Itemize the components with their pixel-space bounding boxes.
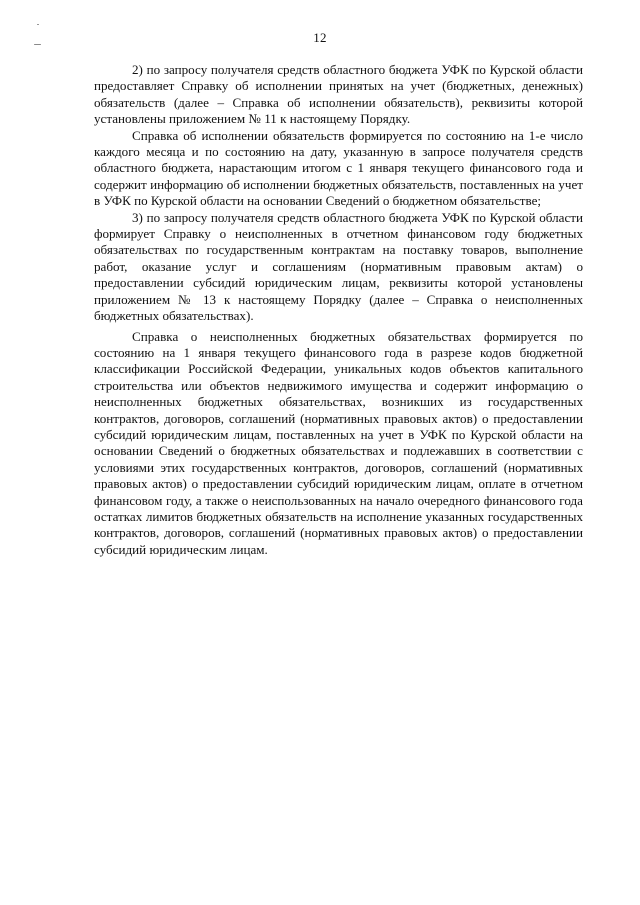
page-number: 12: [313, 30, 327, 45]
paragraph-report-execution: Справка об исполнении обязательств формируется по состоянию на 1-е число каждого месяца и по состоянию на дату, указанную в запросе получателя средств областного бюджета, нарастающим итогом с 1 января текущего финансового года и содержит информацию об исполнении бюджетных обязательств, поставленных на учет в УФК по Курской области на основании Сведений о бюджетном обязательстве;: [94, 127, 583, 209]
scan-artifact-mark: [37, 24, 39, 25]
document-body: [94, 62, 583, 558]
paragraph-item-2: 2) по запросу получателя средств областного бюджета УФК по Курской области предоставляет Справку об исполнении принятых на учет (бюджетных, денежных) обязательств (далее – Справка об исполнении обязательств), реквизиты которой установлены приложением № 11 к настоящему Порядку.: [94, 62, 583, 127]
paragraph-item-3: 3) по запросу получателя средств областного бюджета УФК по Курской области формирует Справку о неисполненных в отчетном финансовом году бюджетных обязательствах по государственным контрактам на поставку товаров, выполнение работ, оказание услуг и соглашениям (нормативным правовым актам) о предоставлении субсидий юридическим лицам, реквизиты которой установлены приложением № 13 к настоящему Порядку (далее – Справка о неисполненных бюджетных обязательствах).: [94, 209, 583, 324]
paragraph-report-unfulfilled: Справка о неисполненных бюджетных обязательствах формируется по состоянию на 1 января текущего финансового года в разрезе кодов бюджетной классификации Российской Федерации, уникальных кодов объектов капитального строительства или объектов недвижимого имущества и содержит информацию о неисполненных бюджетных обязательствах, возникших из государственных контрактов, договоров, соглашений (нормативных правовых актов) о предоставлении субсидий юридическим лицам, поставленных на учет в УФК по Курской области на основании Сведений о бюджетных обязательствах и подлежавших в соответствии с условиями этих государственных контрактов, договоров, соглашений (нормативных правовых актов) о предоставлении субсидий юридическим лицам, оплате в отчетном финансовом году, а также о неиспользованных на начало очередного финансового года остатках лимитов бюджетных обязательств на исполнение указанных государственных контрактов, договоров, соглашений (нормативных правовых актов) о предоставлении субсидий юридическим лицам.: [94, 328, 583, 557]
